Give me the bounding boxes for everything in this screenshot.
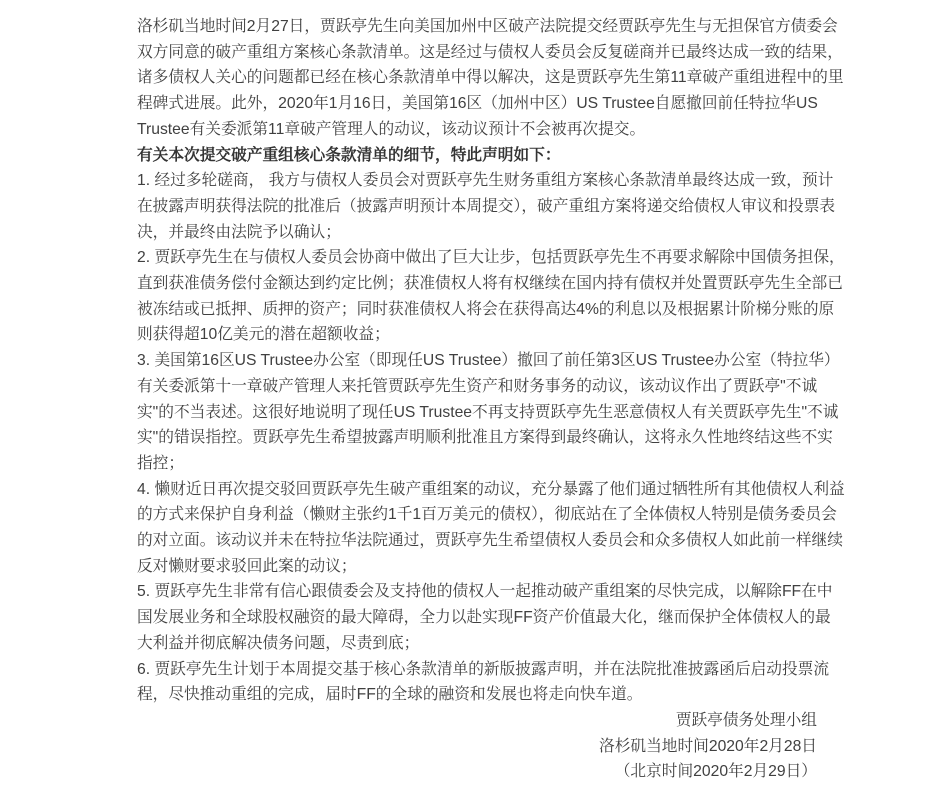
statement-item-5: 5. 贾跃亭先生非常有信心跟债委会及支持他的债权人一起推动破产重组案的尽快完成，以解除FF在中国发展业务和全球股权融资的最大障碍，全力以赴实现FF资产价值最大化，继而保护全体债权人的最大利益并彻底解决债务问题，尽责到底；: [137, 583, 833, 652]
statement-document: [137, 0, 845, 785]
statement-item-4: 4. 懒财近日再次提交驳回贾跃亭先生破产重组案的动议，充分暴露了他们通过牺牲所有其他债权人利益的方式来保护自身利益（懒财主张约1千1百万美元的债权），彻底站在了全体债权人特别是债务委员会的对立面。该动议并未在特拉华法院通过，贾跃亭先生希望债权人委员会和众多债权人如此前一样继续反对懒财要求驳回此案的动议；: [137, 480, 845, 575]
signature-date-beijing: （北京时间2020年2月29日）: [614, 763, 817, 781]
signature-date-local: 洛杉矶当地时间2020年2月28日: [599, 737, 817, 755]
statement-item-3: 3. 美国第16区US Trustee办公室（即现任US Trustee）撤回了前任第3区US Trustee办公室（特拉华）有关委派第十一章破产管理人来托管贾跃亭先生资产和财务事务的动议，该动议作出了贾跃亭"不诚实"的不当表述。这很好地说明了现任US Trustee不再支持贾跃亭先生恶意债权人有关贾跃亭先生"不诚实"的错误指控。贾跃亭先生希望披露声明顺利批准且方案得到最终确认，这将永久性地终结这些不实指控；: [137, 352, 840, 472]
signature-block: [137, 708, 845, 785]
statement-item-6: 6. 贾跃亭先生计划于本周提交基于核心条款清单的新版披露声明，并在法院批准披露函后启动投票流程，尽快推动重组的完成，届时FF的全球的融资和发展也将走向快车道。: [137, 660, 830, 704]
signature-group-name: 贾跃亭债务处理小组: [675, 711, 817, 729]
statement-heading: 有关本次提交破产重组核心条款清单的细节，特此声明如下：: [137, 146, 561, 164]
statement-item-2: 2. 贾跃亭先生在与债权人委员会协商中做出了巨大让步，包括贾跃亭先生不再要求解除中国债务担保，直到获准债务偿付金额达到约定比例；获准债权人将有权继续在国内持有债权并处置贾跃亭先生全部已被冻结或已抵押、质押的资产；同时获准债权人将会在获得高达4%的利息以及根据累计阶梯分账的原则获得超10亿美元的潜在超额收益；: [137, 249, 845, 344]
intro-paragraph: 洛杉矶当地时间2月27日，贾跃亭先生向美国加州中区破产法院提交经贾跃亭先生与无担保官方债委会双方同意的破产重组方案核心条款清单。这是经过与债权人委员会反复磋商并已最终达成一致的结果，诸多债权人关心的问题都已经在核心条款清单中得以解决，这是贾跃亭先生第11章破产重组进程中的里程碑式进展。此外，2020年1月16日，美国第16区（加州中区）US Trustee自愿撤回前任特拉华US Trustee有关委派第11章破产管理人的动议，该动议预计不会被再次提交。: [137, 18, 844, 138]
statement-item-1: 1. 经过多轮磋商， 我方与债权人委员会对贾跃亭先生财务重组方案核心条款清单最终达成一致，预计在披露声明获得法院的批准后（披露声明预计本周提交），破产重组方案将递交给债权人审议和投票表决，并最终由法院予以确认；: [137, 172, 836, 241]
